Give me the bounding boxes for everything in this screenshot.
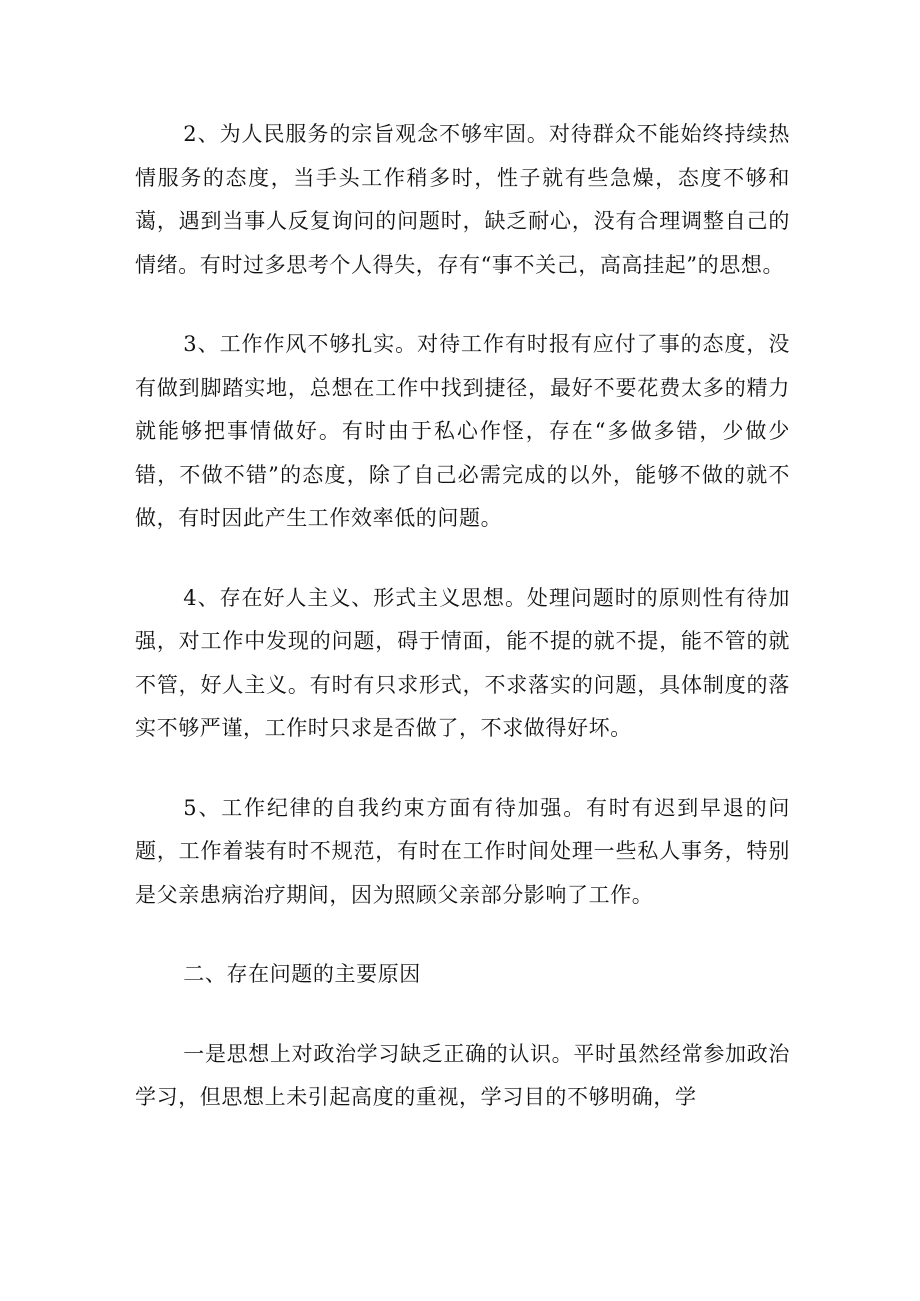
document-body <box>135 113 790 1156</box>
section-heading-main-causes: 二、存在问题的主要原因 <box>183 962 421 986</box>
paragraph-formalism: 4、存在好人主义、形式主义思想。处理问题时的原则性有待加强，对工作中发现的问题，碍于情面，能不提的就不提，能不管的就不管，好人主义。有时有只求形式，不求落实的问题，具体制度的落实不够严谨，工作时只求是否做了，不求做得好坏。 <box>135 585 790 740</box>
paragraph-service-attitude: 2、为人民服务的宗旨观念不够牢固。对待群众不能始终持续热情服务的态度，当手头工作稍多时，性子就有些急燥，态度不够和蔼，遇到当事人反复询问的问题时，缺乏耐心，没有合理调整自己的情绪。有时过多思考个人得失，存有“事不关己，高高挂起”的思想。 <box>135 122 790 277</box>
paragraph-work-style: 3、工作作风不够扎实。对待工作有时报有应付了事的态度，没有做到脚踏实地，总想在工作中找到捷径，最好不要花费太多的精力就能够把事情做好。有时由于私心作怪，存在“多做多错，少做少错，不做不错”的态度，除了自己必需完成的以外，能够不做的就不做，有时因此产生工作效率低的问题。 <box>135 332 790 530</box>
paragraph-political-study: 一是思想上对政治学习缺乏正确的认识。平时虽然经常参加政治学习，但思想上未引起高度的重视，学习目的不够明确，学 <box>135 1041 790 1109</box>
paragraph-work-discipline: 5、工作纪律的自我约束方面有待加强。有时有迟到早退的问题，工作着装有时不规范，有时在工作时间处理一些私人事务，特别是父亲患病治疗期间，因为照顾父亲部分影响了工作。 <box>135 795 790 907</box>
